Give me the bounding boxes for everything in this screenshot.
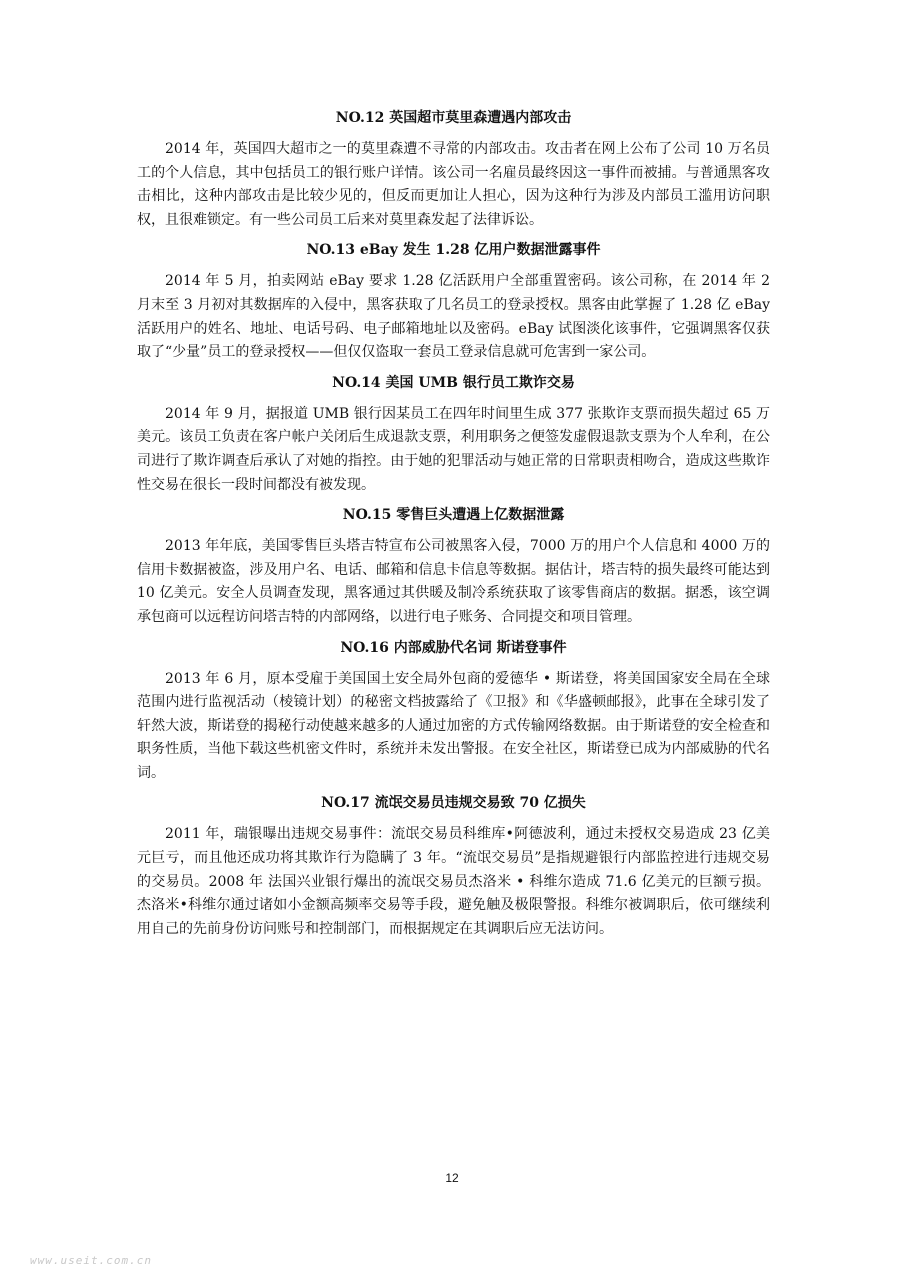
section-heading: NO.14 美国 UMB 银行员工欺诈交易	[332, 374, 575, 391]
section-paragraph: 2013 年 6 月，原本受雇于美国国土安全局外包商的爱德华 • 斯诺登，将美国国家安全局在全球范围内进行监视活动（棱镜计划）的秘密文档披露给了《卫报》和《华盛顿邮报》，此事在全球引发了轩然大波，斯诺登的揭秘行动使越来越多的人通过加密的方式传输网络数据。由于斯诺登的安全检查和职务性质，当他下载这些机密文件时，系统并未发出警报。在安全社区，斯诺登已成为内部威胁的代名词。	[137, 670, 770, 781]
section-paragraph: 2011 年，瑞银曝出违规交易事件：流氓交易员科维库•阿德波利，通过未授权交易造成 23 亿美元巨亏，而且他还成功将其欺诈行为隐瞒了 3 年。“流氓交易员”是指规避银行内部监控进行违规交易的交易员。2008 年 法国兴业银行爆出的流氓交易员杰洛米 • 科维尔造成 71.6 亿美元的巨额亏损。杰洛米•科维尔通过诸如小金额高频率交易等手段，避免触及极限警报。科维尔被调职后，依可继续利用自己的先前身份访问账号和控制部门，而根据规定在其调职后应无法访问。	[137, 826, 770, 937]
section-no16	[137, 638, 770, 786]
section-heading: NO.13 eBay 发生 1.28 亿用户数据泄露事件	[306, 242, 601, 259]
page-number: 12	[445, 1171, 459, 1185]
section-no13	[137, 240, 770, 364]
section-paragraph: 2013 年年底，美国零售巨头塔吉特宣布公司被黑客入侵，7000 万的用户个人信息和 4000 万的信用卡数据被盗，涉及用户名、电话、邮箱和信息卡信息等数据。据估计，塔吉特的损失最终可能达到 10 亿美元。安全人员调查发现，黑客通过其供暖及制冷系统获取了该零售商店的数据。据悉，该空调承包商可以远程访问塔吉特的内部网络，以进行电子账务、合同提交和项目管理。	[137, 538, 770, 625]
section-heading: NO.17 流氓交易员违规交易致 70 亿损失	[321, 795, 586, 812]
section-no15	[137, 505, 770, 629]
section-paragraph: 2014 年 5 月，拍卖网站 eBay 要求 1.28 亿活跃用户全部重置密码。该公司称，在 2014 年 2 月末至 3 月初对其数据库的入侵中，黑客获取了几名员工的登录授权。黑客由此掌握了 1.28 亿 eBay 活跃用户的姓名、地址、电话号码、电子邮箱地址以及密码。eBay 试图淡化该事件，它强调黑客仅获取了“少量”员工的登录授权——但仅仅盗取一套员工登录信息就可危害到一家公司。	[137, 273, 770, 361]
section-no17	[137, 793, 770, 941]
article-body	[137, 108, 770, 949]
section-heading: NO.12 英国超市莫里森遭遇内部攻击	[335, 110, 572, 126]
section-heading: NO.15 零售巨头遭遇上亿数据泄露	[342, 507, 565, 524]
section-no12	[137, 108, 770, 232]
section-paragraph: 2014 年 9 月，据报道 UMB 银行因某员工在四年时间里生成 377 张欺诈支票而损失超过 65 万美元。该员工负责在客户帐户关闭后生成退款支票，利用职务之便签发虚假退款支票为个人牟利，在公司进行了欺诈调查后承认了对她的指控。由于她的犯罪活动与她正常的日常职责相吻合，造成这些欺诈性交易在很长一段时间都没有被发现。	[137, 405, 770, 493]
section-paragraph: 2014 年，英国四大超市之一的莫里森遭不寻常的内部攻击。攻击者在网上公布了公司 10 万名员工的个人信息，其中包括员工的银行账户详情。该公司一名雇员最终因这一事件而被捕。与普通黑客攻击相比，这种内部攻击是比较少见的，但反而更加让人担心，因为这种行为涉及内部员工滥用访问职权，且很难锁定。有一些公司员工后来对莫里森发起了法律诉讼。	[137, 141, 770, 228]
section-heading: NO.16 内部威胁代名词 斯诺登事件	[340, 639, 567, 656]
watermark: www.useit.com.cn	[30, 1254, 152, 1267]
section-no14	[137, 373, 770, 497]
